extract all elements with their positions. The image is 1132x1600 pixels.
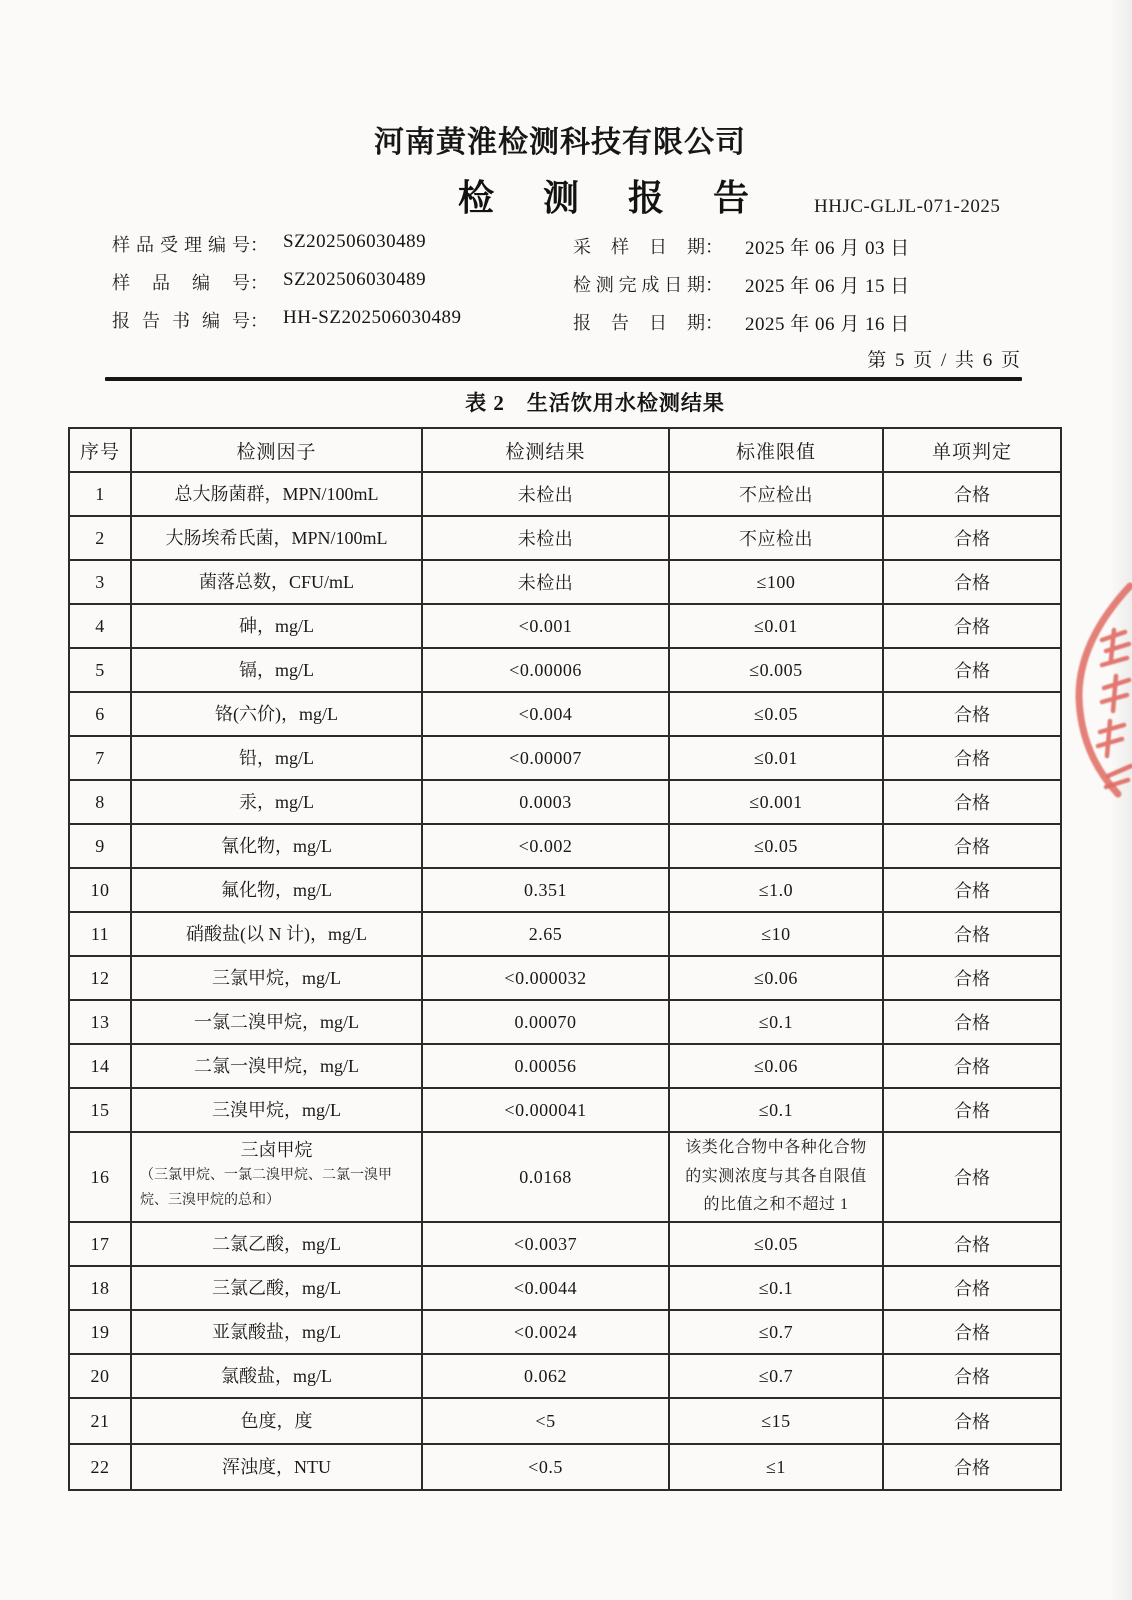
result-cell: 2.65 (422, 912, 669, 956)
factor-name: 大肠埃希氏菌，MPN/100mL (165, 527, 388, 548)
table-row (69, 1266, 1061, 1310)
factor-cell (131, 956, 422, 1000)
serial-number-cell: 20 (69, 1354, 131, 1398)
factor-name: 氯酸盐，mg/L (221, 1365, 332, 1386)
report-title: 检 测 报 告 (458, 178, 770, 218)
serial-number-cell: 17 (69, 1222, 131, 1266)
serial-number-cell: 11 (69, 912, 131, 956)
result-cell: <0.004 (422, 692, 669, 736)
factor-cell (131, 1044, 422, 1088)
judgement-cell: 合格 (883, 604, 1061, 648)
factor-cell (131, 1222, 422, 1266)
meta-row-sample-acceptance-no (112, 231, 427, 257)
result-cell: <0.000041 (422, 1088, 669, 1132)
result-cell: 0.00070 (422, 1000, 669, 1044)
factor-name: 砷，mg/L (239, 615, 314, 636)
judgement-cell: 合格 (883, 1354, 1061, 1398)
table-row (69, 956, 1061, 1000)
judgement-cell: 合格 (883, 1044, 1061, 1088)
meta-row-sampling-date (573, 233, 910, 259)
factor-name: 汞，mg/L (239, 791, 314, 812)
results-table-body (69, 472, 1061, 1490)
table-title: 表 2 生活饮用水检测结果 (465, 391, 725, 415)
doc-number: HHJC-GLJL-071-2025 (814, 196, 1001, 217)
limit-cell: ≤0.05 (669, 824, 883, 868)
factor-cell (131, 1310, 422, 1354)
table-row (69, 736, 1061, 780)
table-row (69, 1132, 1061, 1222)
limit-cell: ≤0.06 (669, 956, 883, 1000)
result-cell: 0.00056 (422, 1044, 669, 1088)
factor-cell (131, 1132, 422, 1222)
factor-cell (131, 912, 422, 956)
serial-number-cell: 5 (69, 648, 131, 692)
factor-name: 浑浊度，NTU (222, 1456, 331, 1477)
col-header-judge: 单项判定 (883, 428, 1061, 472)
meta-value: SZ202506030489 (283, 231, 427, 252)
meta-label: 报告日期 (573, 313, 705, 333)
result-cell: 未检出 (422, 560, 669, 604)
limit-cell: ≤0.05 (669, 1222, 883, 1266)
limit-cell: ≤1 (669, 1444, 883, 1490)
table-row (69, 780, 1061, 824)
limit-cell: ≤0.06 (669, 1044, 883, 1088)
scan-shading (1110, 0, 1132, 1600)
judgement-cell: 合格 (883, 912, 1061, 956)
limit-cell (669, 1132, 883, 1222)
meta-value: 2025 年 06 月 16 日 (745, 314, 910, 335)
limit-cell: ≤0.01 (669, 604, 883, 648)
judgement-cell: 合格 (883, 516, 1061, 560)
serial-number-cell: 10 (69, 868, 131, 912)
serial-number-cell: 19 (69, 1310, 131, 1354)
factor-cell (131, 692, 422, 736)
judgement-cell: 合格 (883, 560, 1061, 604)
meta-colon: ： (250, 235, 268, 255)
judgement-cell: 合格 (883, 1310, 1061, 1354)
table-row (69, 604, 1061, 648)
table-row (69, 1222, 1061, 1266)
limit-cell: ≤0.05 (669, 692, 883, 736)
judgement-cell: 合格 (883, 1398, 1061, 1444)
judgement-cell: 合格 (883, 1266, 1061, 1310)
limit-cell: ≤0.7 (669, 1354, 883, 1398)
limit-cell: ≤1.0 (669, 868, 883, 912)
factor-name: 三氯乙酸，mg/L (212, 1277, 341, 1298)
meta-label: 报告书编号 (112, 311, 250, 331)
meta-label: 样品编号 (112, 273, 250, 293)
judgement-cell: 合格 (883, 1444, 1061, 1490)
factor-cell (131, 824, 422, 868)
result-cell: 未检出 (422, 472, 669, 516)
serial-number-cell: 14 (69, 1044, 131, 1088)
serial-number-cell: 22 (69, 1444, 131, 1490)
factor-name: 铅，mg/L (239, 747, 314, 768)
factor-cell (131, 472, 422, 516)
red-seal-stamp (1058, 580, 1132, 800)
meta-row-report-no (112, 307, 462, 333)
result-cell: <0.0024 (422, 1310, 669, 1354)
limit-cell: ≤0.01 (669, 736, 883, 780)
table-row (69, 1088, 1061, 1132)
factor-name: 铬(六价)，mg/L (215, 703, 338, 724)
table-row (69, 1354, 1061, 1398)
result-cell: <0.0044 (422, 1266, 669, 1310)
result-cell: 0.0003 (422, 780, 669, 824)
table-row (69, 824, 1061, 868)
factor-name: 总大肠菌群，MPN/100mL (174, 483, 379, 504)
judgement-cell: 合格 (883, 1222, 1061, 1266)
table-row (69, 1444, 1061, 1490)
table-row (69, 560, 1061, 604)
judgement-cell: 合格 (883, 736, 1061, 780)
meta-row-sample-no (112, 269, 427, 295)
factor-cell (131, 604, 422, 648)
meta-value: HH-SZ202506030489 (283, 307, 462, 328)
header-divider-line (105, 377, 1022, 381)
result-cell: <0.00006 (422, 648, 669, 692)
table-header-row (69, 428, 1061, 472)
factor-cell (131, 868, 422, 912)
meta-label: 样品受理编号 (112, 235, 250, 255)
table-row (69, 648, 1061, 692)
serial-number-cell: 13 (69, 1000, 131, 1044)
serial-number-cell: 6 (69, 692, 131, 736)
factor-cell (131, 516, 422, 560)
meta-colon: ： (705, 313, 723, 333)
table-row (69, 868, 1061, 912)
factor-name: 镉，mg/L (239, 659, 314, 680)
limit-cell: 不应检出 (669, 516, 883, 560)
meta-colon: ： (705, 237, 723, 257)
limit-cell: 不应检出 (669, 472, 883, 516)
col-header-factor: 检测因子 (131, 428, 422, 472)
limit-cell: ≤0.1 (669, 1088, 883, 1132)
col-header-limit: 标准限值 (669, 428, 883, 472)
factor-name: 亚氯酸盐，mg/L (212, 1321, 341, 1342)
serial-number-cell: 18 (69, 1266, 131, 1310)
limit-cell: ≤0.1 (669, 1266, 883, 1310)
serial-number-cell: 12 (69, 956, 131, 1000)
factor-name: 氟化物，mg/L (221, 879, 332, 900)
result-cell: <0.000032 (422, 956, 669, 1000)
serial-number-cell: 3 (69, 560, 131, 604)
result-cell: 0.0168 (422, 1132, 669, 1222)
table-row (69, 1398, 1061, 1444)
meta-value: 2025 年 06 月 15 日 (745, 276, 910, 297)
serial-number-cell: 2 (69, 516, 131, 560)
col-header-result: 检测结果 (422, 428, 669, 472)
factor-name: 三氯甲烷，mg/L (212, 967, 341, 988)
limit-cell: ≤15 (669, 1398, 883, 1444)
factor-cell (131, 780, 422, 824)
table-row (69, 1310, 1061, 1354)
judgement-cell: 合格 (883, 956, 1061, 1000)
factor-name: 硝酸盐(以 N 计)，mg/L (186, 923, 367, 944)
meta-colon: ： (250, 311, 268, 331)
factor-cell (131, 1444, 422, 1490)
table-row (69, 1000, 1061, 1044)
factor-name: 二氯乙酸，mg/L (212, 1233, 341, 1254)
result-cell: <0.0037 (422, 1222, 669, 1266)
judgement-cell: 合格 (883, 1000, 1061, 1044)
factor-name: 色度，度 (240, 1410, 313, 1431)
meta-value: 2025 年 06 月 03 日 (745, 238, 910, 259)
meta-label: 检测完成日期 (573, 275, 705, 295)
table-row (69, 692, 1061, 736)
result-cell: <0.002 (422, 824, 669, 868)
factor-cell (131, 1000, 422, 1044)
judgement-cell: 合格 (883, 648, 1061, 692)
serial-number-cell: 8 (69, 780, 131, 824)
meta-label: 采样日期 (573, 237, 705, 257)
factor-name: 二氯一溴甲烷，mg/L (194, 1055, 359, 1076)
meta-colon: ： (705, 275, 723, 295)
limit-cell: ≤0.001 (669, 780, 883, 824)
table-row (69, 912, 1061, 956)
table-row (69, 472, 1061, 516)
red-seal-graphic (1058, 580, 1132, 800)
table-row (69, 1044, 1061, 1088)
col-header-serial: 序号 (69, 428, 131, 472)
limit-cell: ≤0.005 (669, 648, 883, 692)
results-table (68, 427, 1062, 1491)
limit-cell: ≤0.7 (669, 1310, 883, 1354)
page-indicator: 第 5 页 / 共 6 页 (867, 350, 1022, 371)
meta-value: SZ202506030489 (283, 269, 427, 290)
serial-number-cell: 16 (69, 1132, 131, 1222)
judgement-cell: 合格 (883, 692, 1061, 736)
limit-cell: ≤0.1 (669, 1000, 883, 1044)
factor-cell (131, 1398, 422, 1444)
judgement-cell: 合格 (883, 824, 1061, 868)
serial-number-cell: 1 (69, 472, 131, 516)
result-cell: 0.351 (422, 868, 669, 912)
factor-name: 菌落总数，CFU/mL (198, 571, 354, 592)
factor-name: 氰化物，mg/L (221, 835, 332, 856)
judgement-cell: 合格 (883, 472, 1061, 516)
company-name: 河南黄淮检测科技有限公司 (374, 126, 746, 159)
factor-cell (131, 560, 422, 604)
meta-colon: ： (250, 273, 268, 293)
serial-number-cell: 9 (69, 824, 131, 868)
judgement-cell: 合格 (883, 780, 1061, 824)
result-cell: <0.00007 (422, 736, 669, 780)
result-cell: 0.062 (422, 1354, 669, 1398)
meta-row-report-date (573, 309, 910, 335)
serial-number-cell: 7 (69, 736, 131, 780)
judgement-cell: 合格 (883, 1088, 1061, 1132)
judgement-cell: 合格 (883, 1132, 1061, 1222)
result-cell: <0.5 (422, 1444, 669, 1490)
result-cell: 未检出 (422, 516, 669, 560)
limit-cell: ≤10 (669, 912, 883, 956)
table-row (69, 516, 1061, 560)
limit-cell: ≤100 (669, 560, 883, 604)
factor-cell (131, 648, 422, 692)
serial-number-cell: 21 (69, 1398, 131, 1444)
serial-number-cell: 4 (69, 604, 131, 648)
factor-name: 三溴甲烷，mg/L (212, 1099, 341, 1120)
serial-number-cell: 15 (69, 1088, 131, 1132)
judgement-cell: 合格 (883, 868, 1061, 912)
factor-name: 一氯二溴甲烷，mg/L (194, 1011, 359, 1032)
factor-note: （三氯甲烷、一氯二溴甲烷、二氯一溴甲烷、三溴甲烷的总和） (140, 1168, 392, 1208)
factor-cell (131, 1088, 422, 1132)
result-cell: <5 (422, 1398, 669, 1444)
factor-cell (131, 1266, 422, 1310)
result-cell: <0.001 (422, 604, 669, 648)
factor-name: 三卤甲烷 (240, 1139, 313, 1160)
factor-cell (131, 1354, 422, 1398)
limit-description: 该类化合物中各种化合物的实测浓度与其各自限值的比值之和不超过 1 (685, 1138, 867, 1214)
factor-cell (131, 736, 422, 780)
meta-row-completion-date (573, 271, 910, 297)
